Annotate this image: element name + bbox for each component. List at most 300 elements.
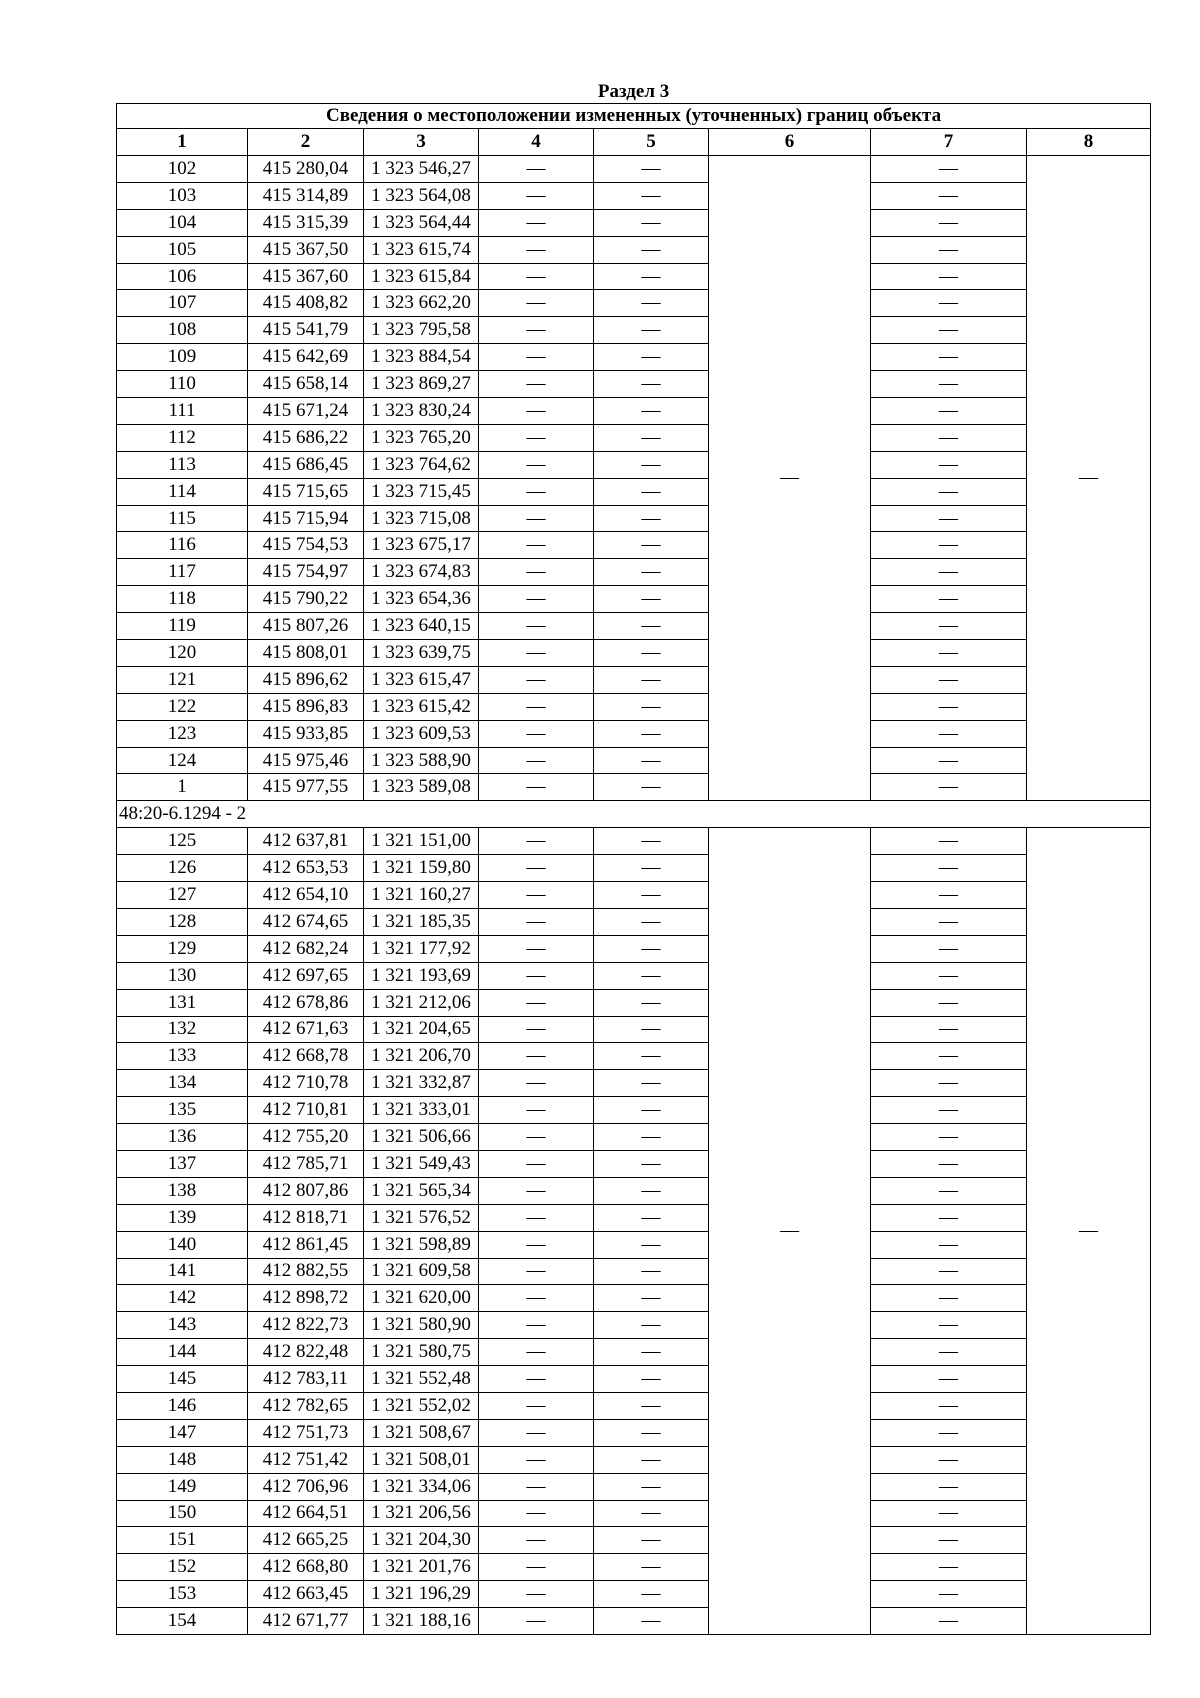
point-number-cell: 105 — [117, 236, 248, 263]
dash-cell: — — [594, 263, 709, 290]
y-coordinate-cell: 1 323 588,90 — [364, 747, 479, 774]
dash-cell: — — [871, 1473, 1027, 1500]
table-row — [117, 613, 1151, 640]
dash-cell: — — [871, 1392, 1027, 1419]
x-coordinate-cell: 412 697,65 — [248, 962, 364, 989]
y-coordinate-cell: 1 323 615,42 — [364, 693, 479, 720]
dash-cell: — — [871, 720, 1027, 747]
dash-cell: — — [479, 640, 594, 667]
point-number-cell: 149 — [117, 1473, 248, 1500]
x-coordinate-cell: 415 808,01 — [248, 640, 364, 667]
dash-cell: — — [479, 236, 594, 263]
point-number-cell: 1 — [117, 774, 248, 801]
x-coordinate-cell: 412 751,42 — [248, 1446, 364, 1473]
dash-cell: — — [871, 666, 1027, 693]
dash-cell: — — [479, 1366, 594, 1393]
column-header: 3 — [364, 129, 479, 156]
table-row — [117, 935, 1151, 962]
point-number-cell: 115 — [117, 505, 248, 532]
y-coordinate-cell: 1 321 580,90 — [364, 1312, 479, 1339]
column-header: 1 — [117, 129, 248, 156]
dash-cell: — — [594, 1258, 709, 1285]
table-row — [117, 989, 1151, 1016]
x-coordinate-cell: 412 822,48 — [248, 1339, 364, 1366]
x-coordinate-cell: 412 668,80 — [248, 1554, 364, 1581]
point-number-cell: 102 — [117, 156, 248, 183]
dash-cell: — — [594, 1608, 709, 1635]
x-coordinate-cell: 412 671,63 — [248, 1016, 364, 1043]
dash-cell: — — [479, 1070, 594, 1097]
point-number-cell: 153 — [117, 1581, 248, 1608]
table-row — [117, 640, 1151, 667]
dash-cell: — — [479, 989, 594, 1016]
dash-cell: — — [479, 182, 594, 209]
y-coordinate-cell: 1 321 160,27 — [364, 882, 479, 909]
dash-cell: — — [871, 156, 1027, 183]
dash-cell: — — [594, 1124, 709, 1151]
x-coordinate-cell: 415 315,39 — [248, 209, 364, 236]
point-number-cell: 131 — [117, 989, 248, 1016]
point-number-cell: 139 — [117, 1204, 248, 1231]
y-coordinate-cell: 1 323 674,83 — [364, 559, 479, 586]
dash-cell: — — [594, 1204, 709, 1231]
dash-cell: — — [479, 1392, 594, 1419]
table-row — [117, 290, 1151, 317]
x-coordinate-cell: 412 783,11 — [248, 1366, 364, 1393]
dash-cell: — — [871, 693, 1027, 720]
dash-cell: — — [871, 989, 1027, 1016]
dash-cell: — — [594, 1554, 709, 1581]
table-row — [117, 236, 1151, 263]
table-row — [117, 371, 1151, 398]
x-coordinate-cell: 412 710,78 — [248, 1070, 364, 1097]
y-coordinate-cell: 1 321 620,00 — [364, 1285, 479, 1312]
y-coordinate-cell: 1 323 715,45 — [364, 478, 479, 505]
table-row — [117, 1043, 1151, 1070]
x-coordinate-cell: 412 653,53 — [248, 855, 364, 882]
x-coordinate-cell: 412 637,81 — [248, 828, 364, 855]
point-number-cell: 137 — [117, 1150, 248, 1177]
dash-cell: — — [594, 1150, 709, 1177]
dash-cell: — — [479, 344, 594, 371]
dash-cell: — — [479, 855, 594, 882]
y-coordinate-cell: 1 321 196,29 — [364, 1581, 479, 1608]
point-number-cell: 145 — [117, 1366, 248, 1393]
dash-cell: — — [594, 828, 709, 855]
dash-cell: — — [871, 1446, 1027, 1473]
y-coordinate-cell: 1 321 508,67 — [364, 1419, 479, 1446]
y-coordinate-cell: 1 321 193,69 — [364, 962, 479, 989]
x-coordinate-cell: 415 408,82 — [248, 290, 364, 317]
y-coordinate-cell: 1 321 188,16 — [364, 1608, 479, 1635]
dash-cell: — — [871, 1608, 1027, 1635]
dash-cell: — — [594, 747, 709, 774]
x-coordinate-cell: 415 896,62 — [248, 666, 364, 693]
dash-cell: — — [594, 1419, 709, 1446]
point-number-cell: 124 — [117, 747, 248, 774]
table-row — [117, 1312, 1151, 1339]
point-number-cell: 154 — [117, 1608, 248, 1635]
dash-cell: — — [594, 478, 709, 505]
dash-cell: — — [479, 371, 594, 398]
dash-cell: — — [479, 398, 594, 425]
dash-cell: — — [871, 1366, 1027, 1393]
table-row — [117, 586, 1151, 613]
table-row — [117, 451, 1151, 478]
x-coordinate-cell: 412 678,86 — [248, 989, 364, 1016]
dash-cell: — — [479, 1500, 594, 1527]
table-row — [117, 1581, 1151, 1608]
y-coordinate-cell: 1 323 640,15 — [364, 613, 479, 640]
dash-cell: — — [871, 935, 1027, 962]
x-coordinate-cell: 415 715,94 — [248, 505, 364, 532]
dash-cell: — — [871, 1150, 1027, 1177]
table-row — [117, 1339, 1151, 1366]
dash-cell: — — [479, 720, 594, 747]
dash-cell: — — [479, 693, 594, 720]
section-title: Раздел 3 — [597, 81, 670, 102]
dash-cell: — — [871, 344, 1027, 371]
y-coordinate-cell: 1 323 615,47 — [364, 666, 479, 693]
x-coordinate-cell: 415 280,04 — [248, 156, 364, 183]
y-coordinate-cell: 1 323 564,08 — [364, 182, 479, 209]
x-coordinate-cell: 412 674,65 — [248, 908, 364, 935]
y-coordinate-cell: 1 323 546,27 — [364, 156, 479, 183]
dash-cell: — — [594, 1339, 709, 1366]
x-coordinate-cell: 415 754,97 — [248, 559, 364, 586]
dash-cell: — — [871, 1204, 1027, 1231]
point-number-cell: 116 — [117, 532, 248, 559]
dash-cell: — — [479, 908, 594, 935]
dash-cell: — — [871, 1285, 1027, 1312]
table-row — [117, 828, 1151, 855]
dash-cell: — — [594, 1312, 709, 1339]
x-coordinate-cell: 415 807,26 — [248, 613, 364, 640]
dash-cell: — — [479, 1581, 594, 1608]
dash-cell: — — [871, 559, 1027, 586]
x-coordinate-cell: 412 822,73 — [248, 1312, 364, 1339]
point-number-cell: 125 — [117, 828, 248, 855]
dash-cell: — — [479, 1473, 594, 1500]
x-coordinate-cell: 415 541,79 — [248, 317, 364, 344]
x-coordinate-cell: 415 933,85 — [248, 720, 364, 747]
dash-cell: — — [479, 882, 594, 909]
y-coordinate-cell: 1 321 576,52 — [364, 1204, 479, 1231]
y-coordinate-cell: 1 321 565,34 — [364, 1177, 479, 1204]
dash-cell: — — [479, 209, 594, 236]
column-header: 8 — [1027, 129, 1151, 156]
y-coordinate-cell: 1 321 212,06 — [364, 989, 479, 1016]
merged-dash-cell: — — [709, 828, 871, 1635]
dash-cell: — — [871, 1231, 1027, 1258]
y-coordinate-cell: 1 321 334,06 — [364, 1473, 479, 1500]
point-number-cell: 129 — [117, 935, 248, 962]
dash-cell: — — [871, 1527, 1027, 1554]
table-row — [117, 882, 1151, 909]
y-coordinate-cell: 1 321 206,56 — [364, 1500, 479, 1527]
x-coordinate-cell: 415 686,45 — [248, 451, 364, 478]
dash-cell: — — [479, 424, 594, 451]
dash-cell: — — [594, 908, 709, 935]
column-header: 6 — [709, 129, 871, 156]
y-coordinate-cell: 1 321 332,87 — [364, 1070, 479, 1097]
dash-cell: — — [871, 398, 1027, 425]
dash-cell: — — [479, 1285, 594, 1312]
dash-cell: — — [871, 1554, 1027, 1581]
dash-cell: — — [871, 1339, 1027, 1366]
dash-cell: — — [594, 236, 709, 263]
point-number-cell: 147 — [117, 1419, 248, 1446]
x-coordinate-cell: 412 663,45 — [248, 1581, 364, 1608]
dash-cell: — — [871, 424, 1027, 451]
dash-cell: — — [594, 209, 709, 236]
x-coordinate-cell: 415 671,24 — [248, 398, 364, 425]
table-row — [117, 1608, 1151, 1635]
column-header: 7 — [871, 129, 1027, 156]
column-header-row — [117, 129, 1151, 156]
x-coordinate-cell: 412 668,78 — [248, 1043, 364, 1070]
x-coordinate-cell: 412 785,71 — [248, 1150, 364, 1177]
x-coordinate-cell: 412 654,10 — [248, 882, 364, 909]
point-number-cell: 138 — [117, 1177, 248, 1204]
dash-cell: — — [871, 1124, 1027, 1151]
table-row — [117, 666, 1151, 693]
dash-cell: — — [871, 882, 1027, 909]
y-coordinate-cell: 1 323 639,75 — [364, 640, 479, 667]
table-row — [117, 720, 1151, 747]
table-row — [117, 908, 1151, 935]
dash-cell: — — [871, 855, 1027, 882]
dash-cell: — — [479, 478, 594, 505]
x-coordinate-cell: 415 977,55 — [248, 774, 364, 801]
dash-cell: — — [594, 640, 709, 667]
dash-cell: — — [594, 344, 709, 371]
point-number-cell: 128 — [117, 908, 248, 935]
y-coordinate-cell: 1 321 177,92 — [364, 935, 479, 962]
dash-cell: — — [594, 855, 709, 882]
dash-cell: — — [479, 666, 594, 693]
dash-cell: — — [594, 882, 709, 909]
y-coordinate-cell: 1 321 552,02 — [364, 1392, 479, 1419]
point-number-cell: 121 — [117, 666, 248, 693]
point-number-cell: 109 — [117, 344, 248, 371]
point-number-cell: 140 — [117, 1231, 248, 1258]
dash-cell: — — [594, 1231, 709, 1258]
point-number-cell: 133 — [117, 1043, 248, 1070]
table-row — [117, 1097, 1151, 1124]
table-row — [117, 263, 1151, 290]
dash-cell: — — [871, 532, 1027, 559]
dash-cell: — — [871, 263, 1027, 290]
point-number-cell: 141 — [117, 1258, 248, 1285]
dash-cell: — — [871, 1500, 1027, 1527]
dash-cell: — — [479, 451, 594, 478]
dash-cell: — — [479, 774, 594, 801]
table-row — [117, 532, 1151, 559]
table-row — [117, 962, 1151, 989]
dash-cell: — — [871, 1043, 1027, 1070]
y-coordinate-cell: 1 321 508,01 — [364, 1446, 479, 1473]
dash-cell: — — [479, 962, 594, 989]
x-coordinate-cell: 412 682,24 — [248, 935, 364, 962]
y-coordinate-cell: 1 321 609,58 — [364, 1258, 479, 1285]
dash-cell: — — [871, 613, 1027, 640]
dash-cell: — — [594, 559, 709, 586]
dash-cell: — — [479, 613, 594, 640]
dash-cell: — — [871, 290, 1027, 317]
x-coordinate-cell: 415 754,53 — [248, 532, 364, 559]
dash-cell: — — [594, 586, 709, 613]
point-number-cell: 111 — [117, 398, 248, 425]
y-coordinate-cell: 1 321 333,01 — [364, 1097, 479, 1124]
y-coordinate-cell: 1 323 675,17 — [364, 532, 479, 559]
table-row — [117, 1070, 1151, 1097]
table-row — [117, 209, 1151, 236]
dash-cell: — — [871, 1097, 1027, 1124]
dash-cell: — — [871, 236, 1027, 263]
table-row — [117, 1446, 1151, 1473]
table-row — [117, 1473, 1151, 1500]
dash-cell: — — [594, 720, 709, 747]
table-row — [117, 478, 1151, 505]
dash-cell: — — [594, 935, 709, 962]
dash-cell: — — [594, 290, 709, 317]
dash-cell: — — [871, 908, 1027, 935]
dash-cell: — — [594, 1016, 709, 1043]
merged-dash-cell: — — [709, 156, 871, 801]
dash-cell: — — [594, 1581, 709, 1608]
y-coordinate-cell: 1 321 159,80 — [364, 855, 479, 882]
point-number-cell: 146 — [117, 1392, 248, 1419]
dash-cell: — — [594, 1177, 709, 1204]
x-coordinate-cell: 415 790,22 — [248, 586, 364, 613]
table-row — [117, 1366, 1151, 1393]
point-number-cell: 144 — [117, 1339, 248, 1366]
y-coordinate-cell: 1 323 764,62 — [364, 451, 479, 478]
table-row — [117, 1527, 1151, 1554]
y-coordinate-cell: 1 323 795,58 — [364, 317, 479, 344]
point-number-cell: 152 — [117, 1554, 248, 1581]
dash-cell: — — [479, 1124, 594, 1151]
y-coordinate-cell: 1 323 869,27 — [364, 371, 479, 398]
table-row — [117, 1554, 1151, 1581]
dash-cell: — — [594, 1097, 709, 1124]
dash-cell: — — [479, 1258, 594, 1285]
point-number-cell: 132 — [117, 1016, 248, 1043]
x-coordinate-cell: 415 642,69 — [248, 344, 364, 371]
table-row — [117, 1177, 1151, 1204]
dash-cell: — — [871, 317, 1027, 344]
x-coordinate-cell: 412 818,71 — [248, 1204, 364, 1231]
dash-cell: — — [871, 371, 1027, 398]
table-row — [117, 156, 1151, 183]
dash-cell: — — [479, 1554, 594, 1581]
dash-cell: — — [479, 1419, 594, 1446]
table-row — [117, 1231, 1151, 1258]
y-coordinate-cell: 1 323 830,24 — [364, 398, 479, 425]
point-number-cell: 123 — [117, 720, 248, 747]
point-number-cell: 119 — [117, 613, 248, 640]
dash-cell: — — [594, 962, 709, 989]
x-coordinate-cell: 415 715,65 — [248, 478, 364, 505]
dash-cell: — — [871, 1258, 1027, 1285]
x-coordinate-cell: 412 706,96 — [248, 1473, 364, 1500]
point-number-cell: 104 — [117, 209, 248, 236]
y-coordinate-cell: 1 321 598,89 — [364, 1231, 479, 1258]
table-row — [117, 505, 1151, 532]
dash-cell: — — [479, 1527, 594, 1554]
x-coordinate-cell: 415 686,22 — [248, 424, 364, 451]
dash-cell: — — [871, 1177, 1027, 1204]
dash-cell: — — [871, 1581, 1027, 1608]
x-coordinate-cell: 415 975,46 — [248, 747, 364, 774]
dash-cell: — — [871, 1016, 1027, 1043]
dash-cell: — — [594, 1500, 709, 1527]
table-title: Сведения о местоположении измененных (уточненных) границ объекта — [117, 104, 1151, 129]
dash-cell: — — [479, 1150, 594, 1177]
dash-cell: — — [479, 156, 594, 183]
dash-cell: — — [594, 1446, 709, 1473]
group-label-row — [117, 801, 1151, 828]
point-number-cell: 142 — [117, 1285, 248, 1312]
dash-cell: — — [479, 1177, 594, 1204]
y-coordinate-cell: 1 321 580,75 — [364, 1339, 479, 1366]
dash-cell: — — [479, 1231, 594, 1258]
table-row — [117, 774, 1151, 801]
x-coordinate-cell: 415 314,89 — [248, 182, 364, 209]
dash-cell: — — [479, 1608, 594, 1635]
table-row — [117, 1016, 1151, 1043]
merged-dash-cell: — — [1027, 828, 1151, 1635]
table-row — [117, 855, 1151, 882]
dash-cell: — — [594, 317, 709, 344]
table-row — [117, 693, 1151, 720]
y-coordinate-cell: 1 323 615,74 — [364, 236, 479, 263]
dash-cell: — — [594, 613, 709, 640]
dash-cell: — — [594, 451, 709, 478]
dash-cell: — — [594, 156, 709, 183]
y-coordinate-cell: 1 323 662,20 — [364, 290, 479, 317]
dash-cell: — — [594, 371, 709, 398]
y-coordinate-cell: 1 321 549,43 — [364, 1150, 479, 1177]
x-coordinate-cell: 412 671,77 — [248, 1608, 364, 1635]
dash-cell: — — [594, 1527, 709, 1554]
dash-cell: — — [479, 828, 594, 855]
dash-cell: — — [594, 182, 709, 209]
point-number-cell: 134 — [117, 1070, 248, 1097]
x-coordinate-cell: 412 665,25 — [248, 1527, 364, 1554]
x-coordinate-cell: 415 896,83 — [248, 693, 364, 720]
dash-cell: — — [594, 1473, 709, 1500]
coordinates-table — [116, 81, 1151, 1635]
dash-cell: — — [479, 1016, 594, 1043]
dash-cell: — — [594, 424, 709, 451]
dash-cell: — — [594, 532, 709, 559]
dash-cell: — — [479, 263, 594, 290]
x-coordinate-cell: 412 664,51 — [248, 1500, 364, 1527]
table-row — [117, 747, 1151, 774]
dash-cell: — — [479, 559, 594, 586]
point-number-cell: 117 — [117, 559, 248, 586]
dash-cell: — — [479, 1097, 594, 1124]
point-number-cell: 112 — [117, 424, 248, 451]
point-number-cell: 127 — [117, 882, 248, 909]
dash-cell: — — [594, 989, 709, 1016]
dash-cell: — — [594, 693, 709, 720]
dash-cell: — — [871, 962, 1027, 989]
y-coordinate-cell: 1 321 552,48 — [364, 1366, 479, 1393]
point-number-cell: 126 — [117, 855, 248, 882]
